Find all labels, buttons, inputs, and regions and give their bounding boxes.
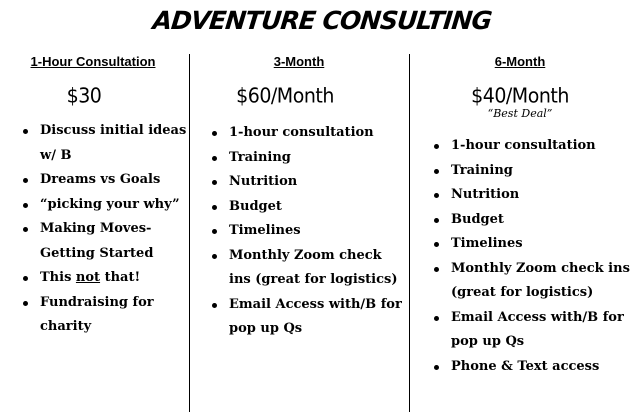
list-item: Timelines [209, 219, 407, 244]
list-item: Nutrition [431, 183, 641, 208]
column-title: 6-Month [494, 54, 546, 69]
column-title: 1-Hour Consultation [30, 54, 156, 69]
price: $40/Month [471, 84, 569, 108]
list-item: Dreams vs Goals [20, 168, 188, 193]
list-item-text: that! [100, 270, 141, 285]
list-item-text: This [40, 270, 76, 285]
list-item: Training [431, 159, 641, 184]
column-divider [189, 54, 190, 412]
list-item: Monthly Zoom check ins (great for logistics) [431, 257, 641, 306]
list-item: Discuss initial ideas w/ B [20, 119, 188, 168]
list-item: Monthly Zoom check ins (great for logistics) [209, 244, 407, 293]
list-item [20, 266, 188, 291]
list-item: Fundraising for charity [20, 291, 188, 340]
list-item: Budget [209, 195, 407, 220]
list-item: Nutrition [209, 170, 407, 195]
list-item: Timelines [431, 232, 641, 257]
list-item: Making Moves- Getting Started [20, 217, 188, 266]
column-divider [409, 54, 410, 412]
feature-list [209, 121, 407, 342]
page-title: ADVENTURE CONSULTING [151, 6, 493, 35]
price: $60/Month [236, 84, 334, 108]
list-item: 1-hour consultation [431, 134, 641, 159]
list-item: Phone & Text access [431, 355, 641, 380]
best-deal-note: “Best Deal” [487, 107, 553, 120]
feature-list [20, 119, 188, 340]
list-item: Email Access with/B for pop up Qs [209, 293, 407, 342]
list-item: Email Access with/B for pop up Qs [431, 306, 641, 355]
list-item: Budget [431, 208, 641, 233]
feature-list [431, 134, 641, 379]
emphasis-text: not [75, 270, 101, 285]
column-title: 3-Month [273, 54, 325, 69]
price: $30 [66, 84, 102, 108]
list-item: “picking your why” [20, 193, 188, 218]
list-item: 1-hour consultation [209, 121, 407, 146]
list-item: Training [209, 146, 407, 171]
